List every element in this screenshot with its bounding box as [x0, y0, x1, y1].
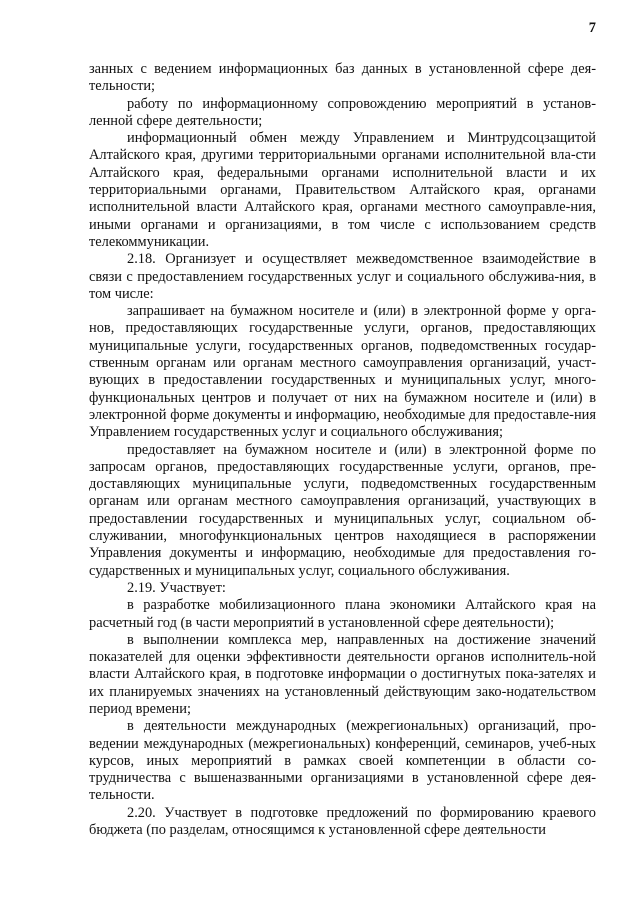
paragraph-info-support: работу по информационному сопровождению мероприятий в установ-ленной сфере деятельности;: [89, 95, 596, 129]
paragraph-2-18: 2.18. Организует и осуществляет межведомственное взаимодействие в связи с предоставлением государственных услуг и социального обслужива-ния, в том числе:: [89, 251, 596, 302]
paragraph-info-exchange: информационный обмен между Управлением и Минтрудсоцзащитой Алтайского края, другими территориальными органами исполнительной вла-сти Алтайского края, федеральными органами исполнительной власти и их территориальными органами, Правительством Алтайского края, органами исполнительной власти Алтайского края, органами местного самоуправле-ния, иными органами и организациями, в том числе с использованием средств телекоммуникации.: [89, 130, 596, 250]
paragraph-2-19: 2.19. Участвует:: [127, 579, 226, 596]
document-body: [89, 61, 596, 839]
paragraph-mobilization-plan: в разработке мобилизационного плана экономики Алтайского края на расчетный год (в части мероприятий в установленной сфере деятельности);: [89, 597, 596, 631]
paragraph-2-20: 2.20. Участвует в подготовке предложений по формированию краевого бюджета (по разделам, относящимся к установленной сфере деятельности: [89, 804, 596, 839]
paragraph-provides: предоставляет на бумажном носителе и (или) в электронной форме по запросам органов, предоставляющих государственные услуги, органов, пре-доставляющих муниципальные услуги, подведомственных государственным органам или органам местного самоуправления организаций, участвующих в предоставлении государственных и муниципальных услуг, социальном об-служивании, многофункциональных центров находящиеся в распоряжении Управления документы и информацию, необходимые для предоставления го-сударственных и муниципальных услуг, социального обслуживания.: [89, 441, 596, 579]
paragraph-requests: запрашивает на бумажном носителе и (или) в электронной форме у орга-нов, предоставляющих государственные услуги, органов, предоставляющих муниципальные услуги, государственных органов, подведомственных государ-ственным органам или органам местного самоуправления организаций, участ-вующих в предоставлении государственных и муниципальных услуг, много-функциональных центров и получает от них на бумажном носителе и (или) в электронной форме документы и информацию, необходимые для предоставле-ния Управлением государственных услуг и социального обслуживания;: [89, 303, 596, 441]
paragraph-continuation: занных с ведением информационных баз данных в установленной сфере дея-тельности;: [89, 61, 596, 95]
paragraph-efficiency-measures: в выполнении комплекса мер, направленных на достижение значений показателей для оценки эффективности деятельности органов исполнитель-ной власти Алтайского края, в подготовке информации о достигнутых пока-зателях и их планируемых значениях на установленный действующим зако-нодательством период времени;: [89, 631, 596, 717]
paragraph-international: в деятельности международных (межрегиональных) организаций, про-ведении международных (межрегиональных) конференций, семинаров, учеб-ных курсов, иных мероприятий в рамках своей компетенции в области со-трудничества с вышеназванными организациями в установленной сфере дея-тельности.: [89, 718, 596, 804]
page-number: 7: [588, 20, 596, 36]
